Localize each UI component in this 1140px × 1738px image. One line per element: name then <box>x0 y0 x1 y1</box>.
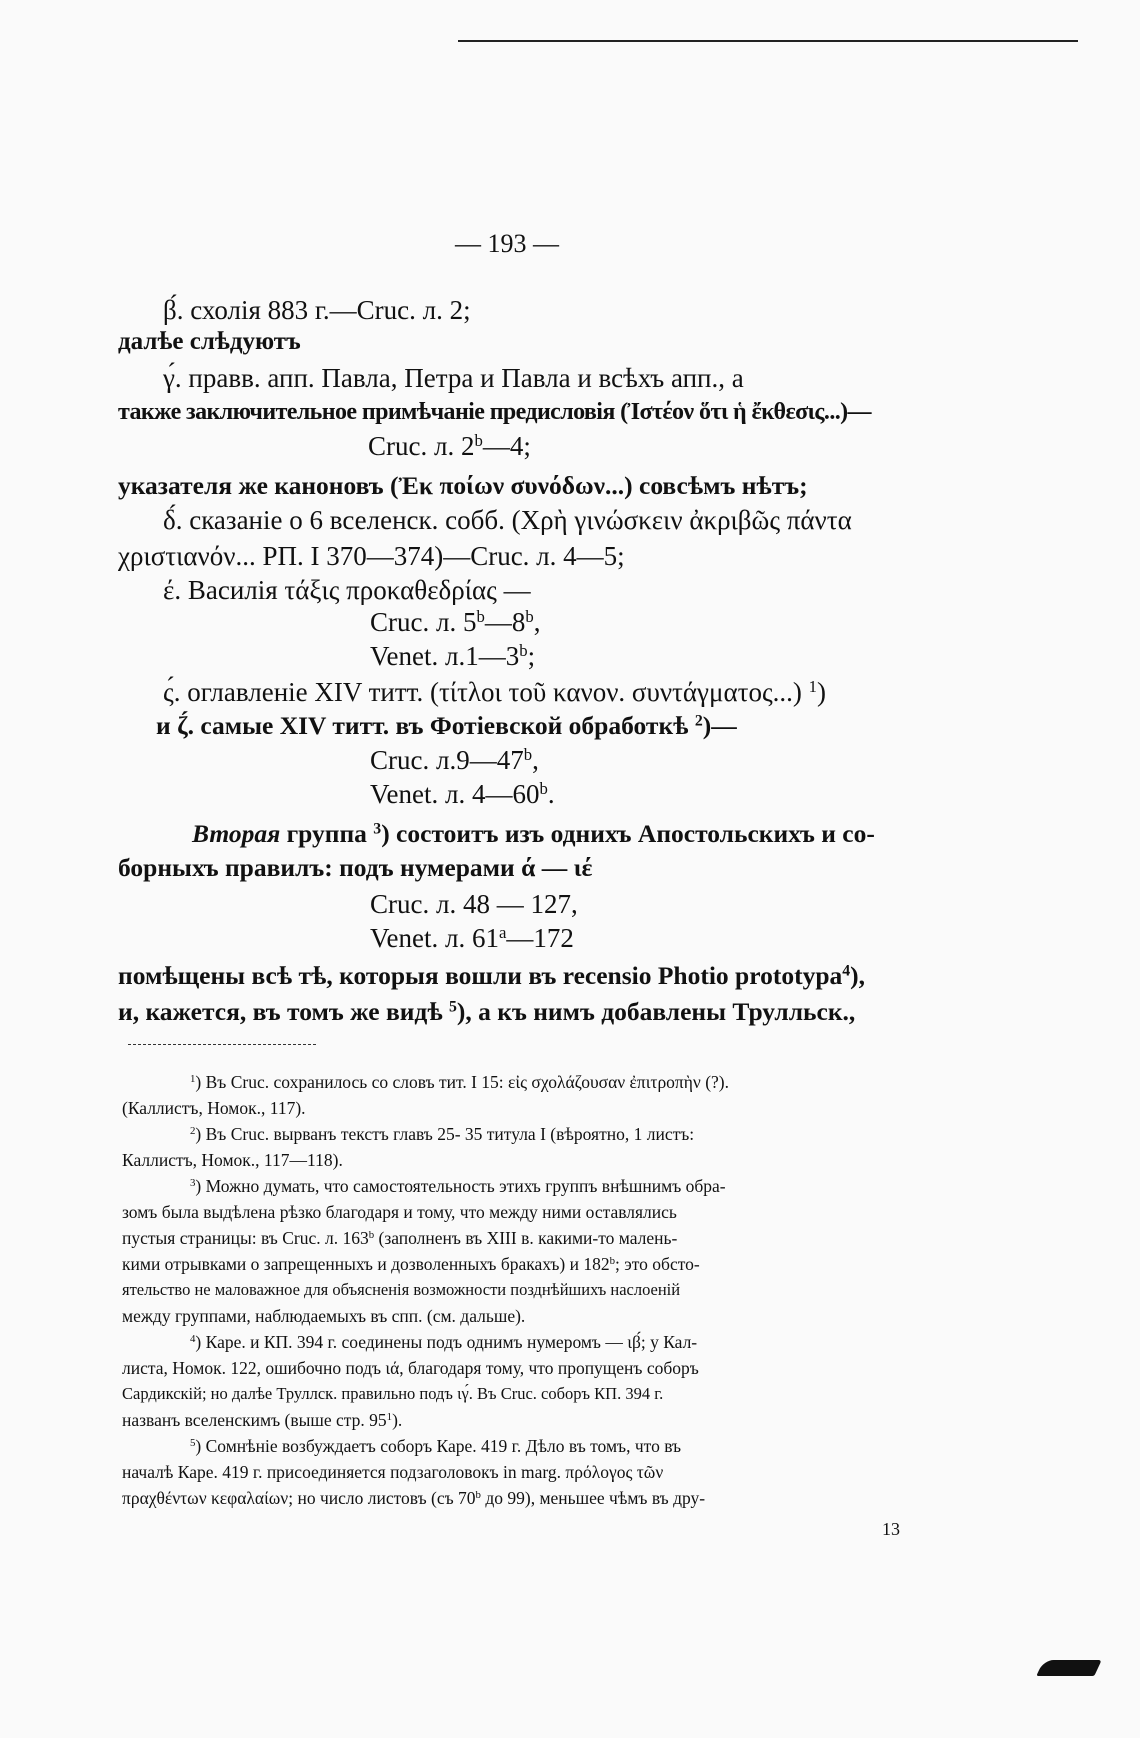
text-line: χριστιανόν... РП. I 370—374)—Cruc. л. 4—5; <box>118 541 625 571</box>
sup: b <box>368 1229 375 1242</box>
text-line <box>370 922 574 954</box>
text: ). <box>392 1410 403 1430</box>
text: ) состоитъ изъ однихъ Апостольскихъ и со- <box>381 819 875 848</box>
ref: . <box>547 779 555 809</box>
footnote-marker: 5 <box>449 998 457 1016</box>
text: названъ вселенскимъ (выше стр. 95 <box>122 1410 387 1430</box>
ref: Cruc. л. 5 <box>370 607 477 637</box>
ref: Cruc. л.9—47 <box>370 745 524 775</box>
footnote-line <box>122 1409 402 1431</box>
text: ) Можно думать, что самостоятельность этихъ группъ внѣшнимъ обра- <box>195 1176 726 1196</box>
sup: b <box>539 778 548 798</box>
text: ) Въ Cruc. вырванъ текстъ главъ 25- 35 титула I (вѣроятно, 1 листъ: <box>195 1124 695 1144</box>
ref: Venet. л. 61 <box>370 923 499 953</box>
text-line: указателя же каноновъ (Ἐκ ποίων συνόδων...) совсѣмъ нѣтъ; <box>118 471 808 500</box>
ref: —172 <box>506 923 574 953</box>
sup: b <box>475 1489 481 1502</box>
footnote-line: (Каллистъ, Номок., 117). <box>122 1098 306 1118</box>
footnote-line: зомъ была выдѣлена рѣзко благодаря и тому, что между ними оставлялись <box>122 1202 677 1222</box>
text: ) Сомнѣніе возбуждаетъ соборъ Каре. 419 г. Дѣло въ томъ, что въ <box>195 1436 682 1456</box>
text: и, кажется, въ томъ же видѣ <box>118 997 443 1026</box>
footnote-line <box>122 1487 705 1509</box>
text: ), <box>850 961 866 990</box>
ref: —4; <box>482 431 531 461</box>
text-line: γ́. правв. апп. Павла, Петра и Павла и всѣхъ апп., а <box>163 363 744 393</box>
sup: b <box>476 606 485 626</box>
footnote-line <box>190 1331 697 1353</box>
footnote-line <box>190 1435 681 1457</box>
sup: b <box>609 1255 615 1268</box>
text-line <box>163 676 826 708</box>
footnote-marker: 3 <box>373 820 382 838</box>
text: группа <box>280 819 367 848</box>
text-line: έ. Василія τάξις προκαθεδρίας — <box>163 575 531 605</box>
text-line: δ́. сказаніе о 6 вселенск. собб. (Χρὴ γινώσκειν ἀκριβῶς πάντα <box>163 505 852 535</box>
text: пустыя страницы: въ Cruc. л. 163 <box>122 1228 369 1248</box>
footnote-number: 1 <box>190 1073 196 1086</box>
footnote-marker: 2 <box>694 712 703 730</box>
footnote-line: Сардикскій; но далѣе Труллск. правильно подъ ιγ́. Въ Cruc. соборъ КП. 394 г. <box>122 1384 664 1403</box>
text: (заполненъ въ XIII в. какими-то малень- <box>374 1228 678 1248</box>
ref: , <box>532 745 539 775</box>
text-line: борныхъ правилъ: подъ нумерами ά — ιέ <box>118 853 593 882</box>
sup: 1 <box>386 1411 393 1424</box>
footnote-line <box>190 1175 726 1197</box>
ref: ; <box>527 641 536 671</box>
footnote-number: 5 <box>190 1437 196 1450</box>
text-line <box>370 640 535 672</box>
text-line: далѣе слѣдуютъ <box>118 328 301 355</box>
footnote-line: Каллистъ, Номок., 117—118). <box>122 1150 343 1170</box>
text: до 99), меньшее чѣмъ въ дру- <box>480 1488 706 1508</box>
footnote-line: ятельство не маловажное для объясненія возможности позднѣйшихъ наслоеній <box>122 1280 681 1299</box>
text: ), а къ нимъ добавлены Трулльск., <box>456 997 856 1026</box>
signature-mark: 13 <box>882 1519 900 1539</box>
text-line <box>156 710 737 742</box>
text: ; это обсто- <box>615 1254 700 1274</box>
text-line: также заключительное примѣчаніе предисловія (Ἰστέον ὅτι ἡ ἔκθεσις...)— <box>118 399 871 425</box>
text-line: Cruc. л. 48 — 127, <box>370 889 578 919</box>
footnote-number: 3 <box>190 1177 196 1190</box>
sup: b <box>525 606 534 626</box>
text-line: β́. схолія 883 г.—Cruc. л. 2; <box>163 295 471 325</box>
footnote-line: листа, Номок. 122, ошибочно подъ ιά, благодаря тому, что пропущенъ соборъ <box>122 1358 699 1378</box>
emphasis: Вторая <box>192 819 281 848</box>
text: ς́. оглавленіе XIV титт. (τίτλοι τοῦ κανον. συντάγματος...) <box>163 677 802 707</box>
page-number: — 193 — <box>455 229 559 258</box>
sup: b <box>474 430 483 450</box>
text: и ζ́. самые XIV титт. въ Фотіевской обработкѣ <box>156 711 689 740</box>
footnote-line <box>190 1071 729 1093</box>
footnote-line <box>190 1123 694 1145</box>
ref: —8 <box>484 607 526 637</box>
sup: a <box>498 922 507 942</box>
ink-blot <box>1036 1660 1101 1676</box>
text: ) Каре. и КП. 394 г. соединены подъ однимъ нумеромъ — ιβ́; у Кал- <box>195 1332 698 1352</box>
footnote-line <box>122 1253 700 1275</box>
footnote-line <box>122 1227 677 1249</box>
text-line <box>370 744 539 776</box>
text-line <box>370 606 540 638</box>
ref: Venet. л.1—3 <box>370 641 520 671</box>
footnote-number: 2 <box>190 1125 196 1138</box>
text: ) <box>817 677 827 707</box>
footnote-marker: 1 <box>808 676 818 696</box>
footnote-line: между группами, наблюдаемыхъ въ спп. (см. дальше). <box>122 1306 526 1326</box>
footnote-marker: 4 <box>842 962 851 980</box>
text-line <box>370 778 555 810</box>
text-line <box>368 430 531 462</box>
text: )— <box>702 711 737 740</box>
text-line <box>118 960 865 992</box>
footnote-separator <box>128 1044 316 1045</box>
ref: , <box>533 607 541 637</box>
ref: Cruc. л. 2 <box>368 431 475 461</box>
sup: b <box>519 640 528 660</box>
ref: Venet. л. 4—60 <box>370 779 540 809</box>
text: помѣщены всѣ тѣ, которыя вошли въ recensio Photio prototypa <box>118 961 843 990</box>
text: ) Въ Cruc. сохранилось со словъ тит. I 15: εἰς σχολάζουσαν ἐπιτροπὴν (?). <box>195 1072 730 1092</box>
top-rule <box>458 40 1078 42</box>
footnote-number: 4 <box>190 1333 196 1346</box>
text: πραχθέντων κεφαλαίων; но число листовъ (съ 70 <box>122 1488 476 1508</box>
footnote-line: началѣ Каре. 419 г. присоединяется подзаголовокъ in marg. πρόλογος τῶν <box>122 1462 664 1482</box>
sup: b <box>523 744 533 764</box>
text-line <box>118 996 855 1028</box>
text: кими отрывками о запрещенныхъ и дозволенныхъ бракахъ) и 182 <box>122 1254 610 1274</box>
text-line <box>192 818 875 850</box>
